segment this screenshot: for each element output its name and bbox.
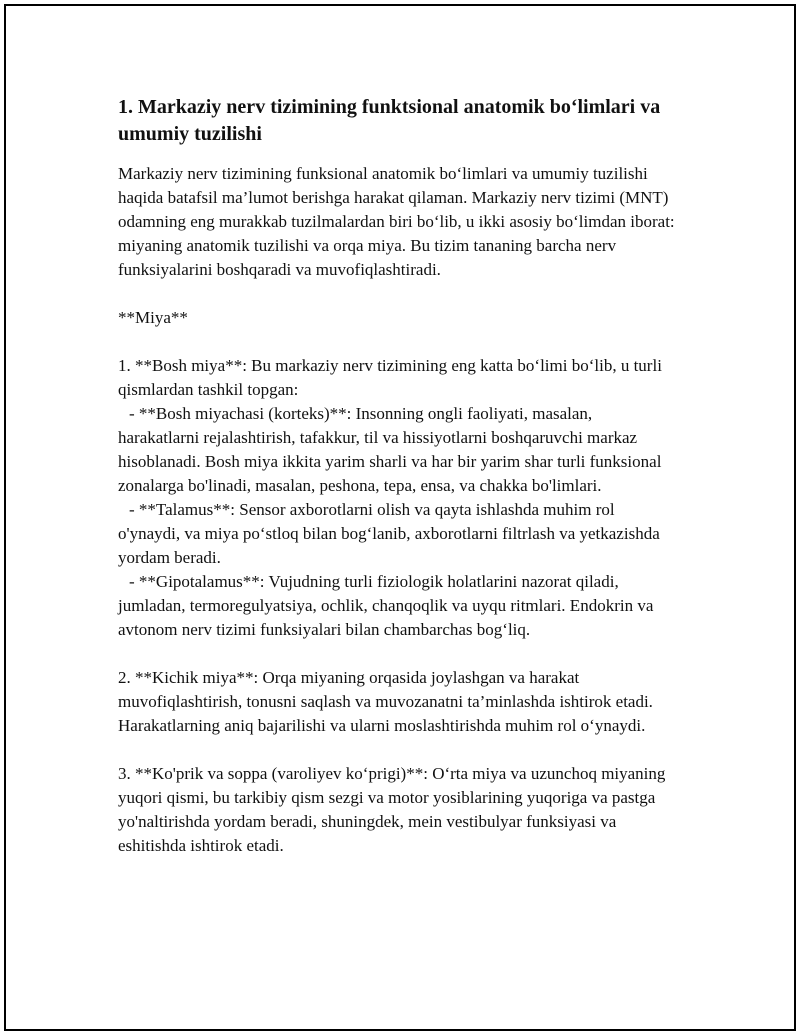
item-1-sub-2-text: o'ynaydi, va miya po‘stloq bilan bog‘lanib, axborotlarni filtrlash va yetkazishda yordam beradi. <box>118 524 660 567</box>
item-1-sub-3-text: jumladan, termoregulyatsiya, ochlik, chanqoqlik va uyqu ritmlari. Endokrin va avtonom nerv tizimi funksiyalari bilan chambarchas bog‘liq. <box>118 596 654 639</box>
intro-paragraph: Markaziy nerv tizimining funksional anatomik bo‘limlari va umumiy tuzilishi haqida batafsil ma’lumot berishga harakat qilaman. Markaziy nerv tizimi (MNT) odamning eng murakkab tuzilmalardan biri bo‘lib, u ikki asosiy bo‘limdan iborat: miyaning anatomik tuzilishi va orqa miya. Bu tizim tananing barcha nerv funksiyalarini boshqaradi va muvofiqlashtiradi. <box>118 164 675 279</box>
spacer <box>118 738 688 762</box>
item-1-sub-3-first-line: - **Gipotalamus**: Vujudning turli fiziologik holatlarini nazorat qiladi, <box>129 572 619 591</box>
spacer <box>118 642 688 666</box>
section-heading-miya: **Miya** <box>118 308 188 327</box>
spacer <box>118 282 688 306</box>
item-3-paragraph: 3. **Ko'prik va soppa (varoliyev ko‘prigi)**: O‘rta miya va uzunchoq miyaning yuqori qismi, bu tarkibiy qism sezgi va motor yosiblarining yuqoriga va pastga yo'naltirishda yordam beradi, shuningdek, mein vestibulyar funksiyasi va eshitishda ishtirok etadi. <box>118 764 666 855</box>
item-1-sub-2-first-line: - **Talamus**: Sensor axborotlarni olish va qayta ishlashda muhim rol <box>129 500 615 519</box>
item-1-lead: 1. **Bosh miya**: Bu markaziy nerv tizimining eng katta bo‘limi bo‘lib, u turli qismlardan tashkil topgan: <box>118 356 662 399</box>
document-body <box>118 94 688 858</box>
item-1-sub-1-text: harakatlarni rejalashtirish, tafakkur, til va hissiyotlarni boshqaruvchi markaz hisoblanadi. Bosh miya ikkita yarim sharli va har bir yarim shar turli funksional zonalarga bo'linadi, masalan, peshona, tepa, ensa, va chakka bo'limlari. <box>118 428 662 495</box>
spacer <box>118 330 688 354</box>
item-2-paragraph: 2. **Kichik miya**: Orqa miyaning orqasida joylashgan va harakat muvofiqlashtirish, tonusni saqlash va muvozanatni ta’minlashda ishtirok etadi. Harakatlarning aniq bajarilishi va ularni moslashtirishda muhim rol o‘ynaydi. <box>118 668 653 735</box>
item-1-sub-1-first-line: - **Bosh miyachasi (korteks)**: Insonning ongli faoliyati, masalan, <box>129 404 593 423</box>
document-title: 1. Markaziy nerv tizimining funktsional anatomik bo‘limlari va umumiy tuzilishi <box>118 96 661 145</box>
